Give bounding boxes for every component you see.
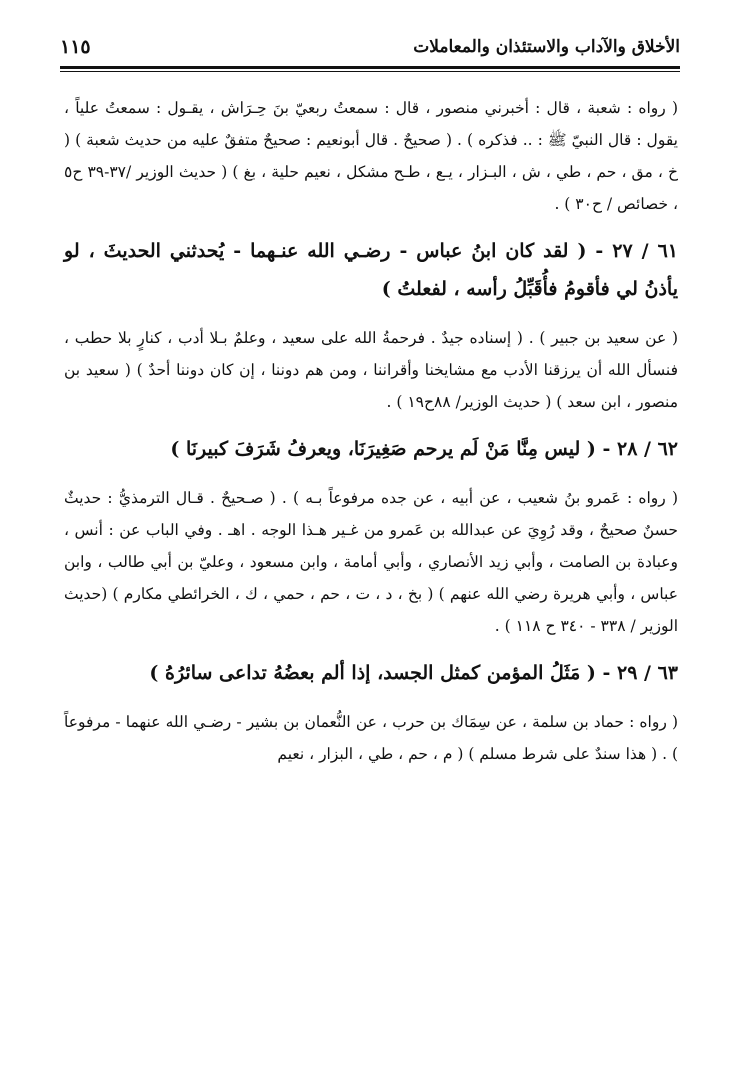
narration-note: ( رواه : شعبة ، قال : أخبرني منصور ، قال : سمعتُ ربعيّ بنَ حِـرَاش ، يقـول : سمعتُ علياً ، يقول : قال النبيّ ﷺ : .. فذكره ) . ( صحيحٌ . قال أبونعيم : صحيحٌ متفقٌ عليه من حديث شعبة ) ( خ ، مق ، حم ، طي ، ش ، البـزار ، يـع ، طـح مشكل ، نعيم حلية ، بغ ) ( حديث الوزير /٣٧-٣٩ ح٥ ، خصائص / ح٣٠ ) .	[64, 99, 678, 213]
narration-note: ( رواه : حماد بن سلمة ، عن سِمَاك بن حرب ، عن النُّعمان بن بشير - رضـي الله عنهما - مرفوعاً ) . ( هذا سندٌ على شرط مسلم ) ( م ، حم ، طي ، البزار ، نعيم	[64, 713, 678, 763]
header-rule	[60, 66, 680, 69]
narration-note: ( رواه : عَمرو بنُ شعيب ، عن أبيه ، عن جده مرفوعاً بـه ) . ( صـحيحٌ . قـال الترمذيُّ : حديثٌ حسنٌ صحيحٌ ، وقد رُوِيَ عن عبدالله بن عَمرو من غـير هـذا الوجه . اهـ . وفي الباب عن : أنس ، وعبادة بن الصامت ، وأبي زيد الأنصاري ، وأبي أمامة ، وابن مسعود ، وعليّ بن أبي طالب ، وابن عباس ، وأبي هريرة رضي الله عنهم ) ( بخ ، د ، ت ، حم ، حمي ، ك ، الخرائطي مكارم ) (حديث الوزير / ٣٣٨ - ٣٤٠ ح ١١٨ ) .	[64, 489, 678, 635]
running-title: الأخلاق والآداب والاستئذان والمعاملات	[413, 37, 680, 57]
hadith-text: ٦٢ / ٢٨ - ( ليس مِنَّا مَنْ لَم يرحم صَغِيرَنَا، ويعرفُ شَرَفَ كبيرنَا )	[170, 438, 678, 460]
page-header	[60, 30, 680, 64]
narration-note: ( عن سعيد بن جبير ) . ( إسناده جيدٌ . فرحمةُ الله على سعيد ، وعلمٌ بـلا أدب ، كنارٍ بلا حطب ، فنسأل الله أن يرزقنا الأدب مع مشايخنا وأقراننا ، ومن هم دوننا ، إن كان دوننا أحدٌ ) ( سعيد بن منصور ، ابن سعد ) ( حديث الوزير/ ٨٨ح١٩ ) .	[64, 329, 678, 411]
hadith-text: ٦٣ / ٢٩ - ( مَثَلُ المؤمن كمثل الجسد، إذا ألم بعضُهُ تداعى سائرُهُ )	[149, 662, 678, 684]
page-number: ١١٥	[60, 36, 91, 58]
page-body	[64, 92, 678, 782]
hadith-text: ٦١ / ٢٧ - ( لقد كان ابنُ عباس - رضـي الله عنـهما - يُحدثني الحديثَ ، لو يأذنُ لي فأقومُ فأُقَبِّلُ رأسه ، لفعلتُ )	[64, 240, 678, 300]
